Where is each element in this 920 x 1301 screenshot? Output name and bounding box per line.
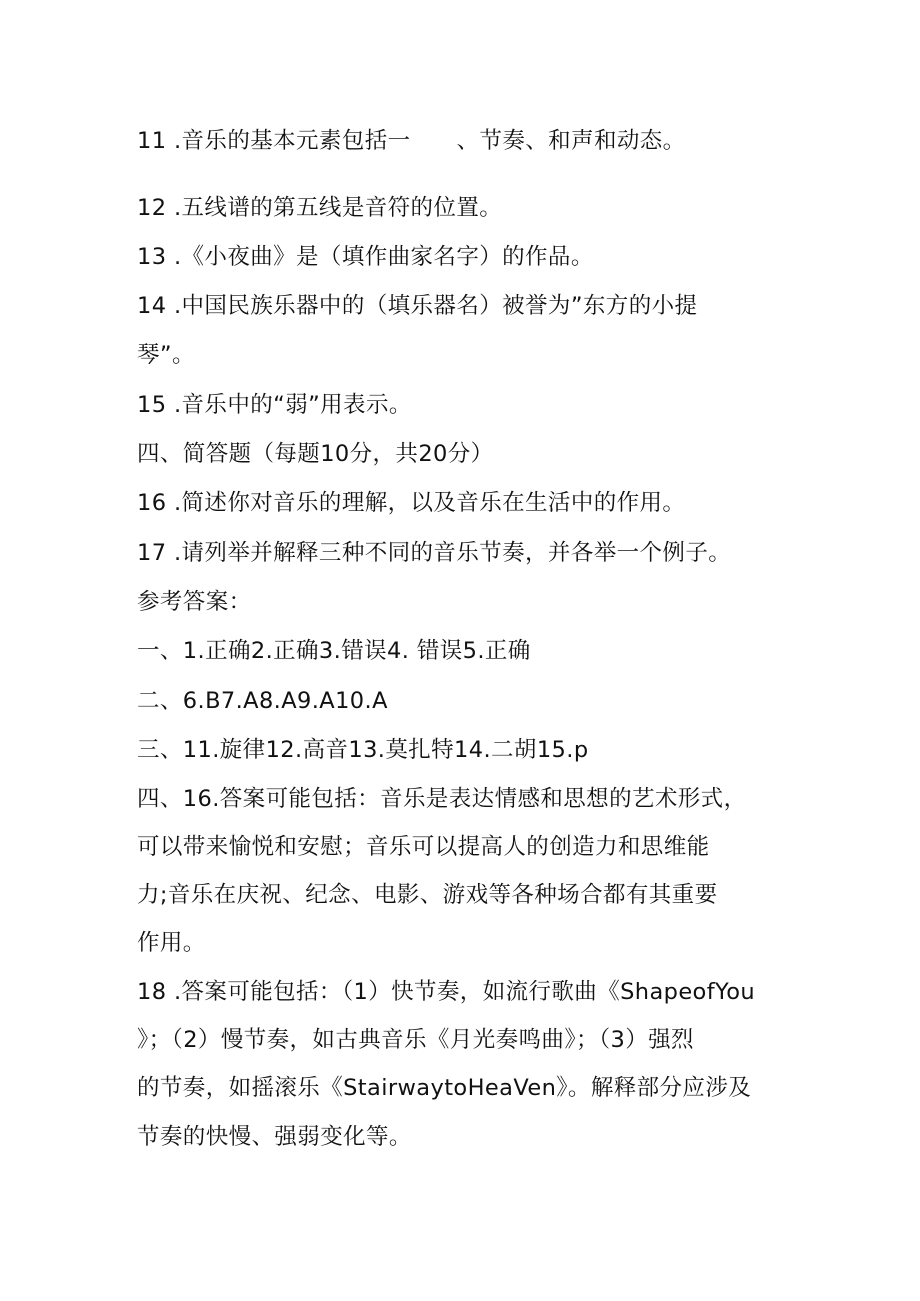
answer-section-1: 一、1.正确2.正确3.错误4. 错误5.正确 [137,638,531,664]
question-14-line2: 琴”。 [137,342,195,368]
answer-16-line3: 力;音乐在庆祝、纪念、电影、游戏等各种场合都有其重要 [137,882,718,908]
answer-16-line1: 四、16.答案可能包括：音乐是表达情感和思想的艺术形式， [137,786,747,812]
question-12: 12 .五线谱的第五线是音符的位置。 [137,195,503,221]
question-11-part1: 11 .音乐的基本元素包括一 [137,128,411,154]
answers-heading: 参考答案： [137,589,252,615]
answer-section-2: 二、6.B7.A8.A9.A10.A [137,688,388,714]
question-13: 13 .《小夜曲》是（填作曲家名字）的作品。 [137,244,594,270]
question-11 [137,126,686,156]
question-17: 17 .请列举并解释三种不同的音乐节奏，并各举一个例子。 [137,540,732,566]
answer-18-line3: 的节奏，如摇滚乐《StairwaytoHeaVen》。解释部分应涉及 [137,1075,752,1101]
question-11-part2: 、节奏、和声和动态。 [456,128,686,154]
answer-18-line2: 》；（2）慢节奏，如古典音乐《月光奏鸣曲》；（3）强烈 [137,1027,694,1053]
answer-18-line1: 18 .答案可能包括：（1）快节奏，如流行歌曲《ShapeofYou [137,979,756,1005]
question-16: 16 .简述你对音乐的理解，以及音乐在生活中的作用。 [137,490,686,516]
answer-16-line2: 可以带来愉悦和安慰；音乐可以提高人的创造力和思维能 [137,834,710,860]
answer-16-line4: 作用。 [137,930,206,956]
section-short-answer-heading: 四、简答题（每题10分，共20分） [137,441,494,467]
question-15: 15 .音乐中的“弱”用表示。 [137,392,412,418]
question-14-line1: 14 .中国民族乐器中的（填乐器名）被誉为”东方的小提 [137,293,698,319]
answer-18-line4: 节奏的快慢、强弱变化等。 [137,1124,412,1150]
answer-section-3: 三、11.旋律12.高音13.莫扎特14.二胡15.p [137,737,589,763]
